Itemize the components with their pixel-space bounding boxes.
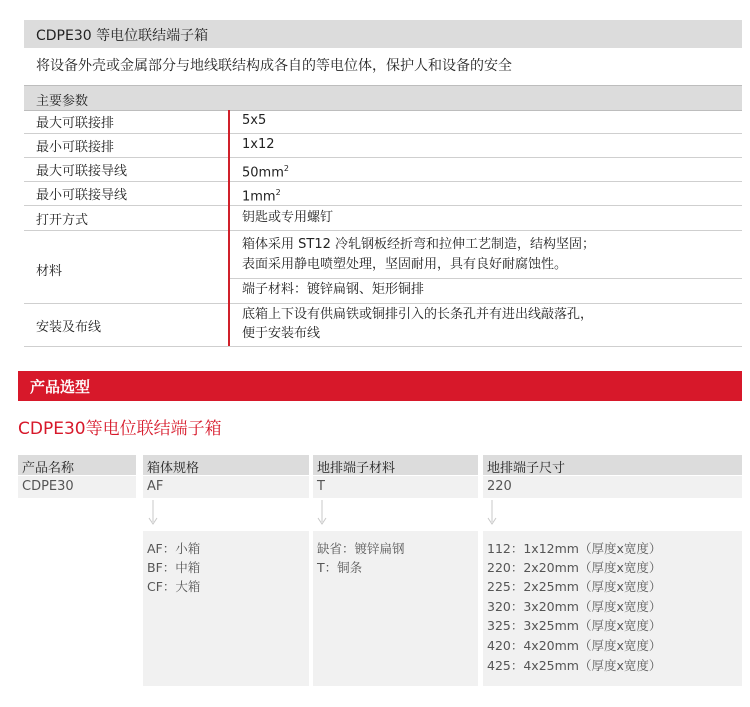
col-header-text: 地排端子材料 <box>317 461 396 476</box>
param-value-line: 便于安装布线 <box>242 326 321 341</box>
param-value-line: 底箱上下设有供扁铁或铜排引入的长条孔并有进出线敲落孔， <box>242 307 594 322</box>
option-item: 420：4x20mm（厚度x宽度） <box>487 638 662 653</box>
param-value-text: 1mm <box>242 189 276 205</box>
param-value-line: 箱体采用 ST12 冷轧钢板经折弯和拉伸工艺制造，结构坚固； <box>242 237 595 252</box>
col-value-box-spec <box>143 476 309 498</box>
col-header-text: 箱体规格 <box>147 461 200 476</box>
col-value-terminal-material <box>313 476 478 498</box>
col-options-terminal-material <box>313 531 478 686</box>
col-value-text: CDPE30 <box>22 479 74 494</box>
param-row <box>24 110 742 134</box>
param-row <box>24 231 742 278</box>
option-item: 425：4x25mm（厚度x宽度） <box>487 658 662 673</box>
option-item: AF：小箱 <box>147 541 201 556</box>
col-header-product-name <box>18 455 136 475</box>
param-value-line: 表面采用静电喷塑处理，坚固耐用，具有良好耐腐蚀性。 <box>242 257 568 272</box>
col-value-terminal-size <box>483 476 742 498</box>
param-value: 端子材料：镀锌扁钢、矩形铜排 <box>242 282 425 297</box>
option-item: 325：3x25mm（厚度x宽度） <box>487 618 662 633</box>
col-value-product-name <box>18 476 136 498</box>
product-title-bar <box>24 20 742 48</box>
param-row <box>24 279 742 304</box>
param-row <box>24 182 742 206</box>
param-value: 5x5 <box>242 113 267 128</box>
col-value-text: T <box>317 479 325 494</box>
param-label: 最大可联接排 <box>36 116 115 131</box>
selection-banner <box>18 371 742 401</box>
product-description: 将设备外壳或金属部分与地线联结构成各自的等电位体，保护人和设备的安全 <box>36 58 512 74</box>
col-header-terminal-size <box>483 455 742 475</box>
down-arrow-icon <box>148 500 158 528</box>
option-item: 225：2x25mm（厚度x宽度） <box>487 579 662 594</box>
param-value <box>242 183 281 207</box>
product-title: CDPE30 等电位联结端子箱 <box>36 28 209 44</box>
col-header-terminal-material <box>313 455 478 475</box>
param-value <box>242 159 289 183</box>
params-heading: 主要参数 <box>36 94 89 109</box>
params-heading-bar <box>24 85 742 111</box>
option-item: 112：1x12mm（厚度x宽度） <box>487 541 662 556</box>
param-label: 最小可联接排 <box>36 140 115 155</box>
col-options-terminal-size <box>483 531 742 686</box>
param-row <box>24 206 742 231</box>
col-value-text: AF <box>147 479 164 494</box>
option-item: 220：2x20mm（厚度x宽度） <box>487 560 662 575</box>
param-row <box>24 304 742 347</box>
param-label: 最小可联接导线 <box>36 188 128 203</box>
option-item: T：铜条 <box>317 560 363 575</box>
param-value: 1x12 <box>242 137 275 152</box>
param-label: 最大可联接导线 <box>36 164 128 179</box>
option-item: BF：中箱 <box>147 560 201 575</box>
param-label: 材料 <box>36 264 63 279</box>
col-options-box-spec <box>143 531 309 686</box>
selection-banner-text: 产品选型 <box>30 378 91 396</box>
param-label: 安装及布线 <box>36 320 102 335</box>
selection-subtitle: CDPE30等电位联结端子箱 <box>18 419 222 439</box>
col-value-text: 220 <box>487 479 512 494</box>
col-header-text: 产品名称 <box>22 461 75 476</box>
param-value: 钥匙或专用螺钉 <box>242 210 334 225</box>
option-item: 320：3x20mm（厚度x宽度） <box>487 599 662 614</box>
param-value-sup: 2 <box>275 188 281 197</box>
down-arrow-icon <box>317 500 327 528</box>
option-item: CF：大箱 <box>147 579 201 594</box>
col-header-box-spec <box>143 455 309 475</box>
params-divider <box>228 110 230 346</box>
down-arrow-icon <box>487 500 497 528</box>
param-value-sup: 2 <box>283 164 289 173</box>
param-label: 打开方式 <box>36 213 89 228</box>
param-value-text: 50mm <box>242 165 284 181</box>
param-row <box>24 158 742 182</box>
param-row <box>24 134 742 158</box>
option-item: 缺省：镀锌扁钢 <box>317 541 405 556</box>
col-header-text: 地排端子尺寸 <box>487 461 566 476</box>
